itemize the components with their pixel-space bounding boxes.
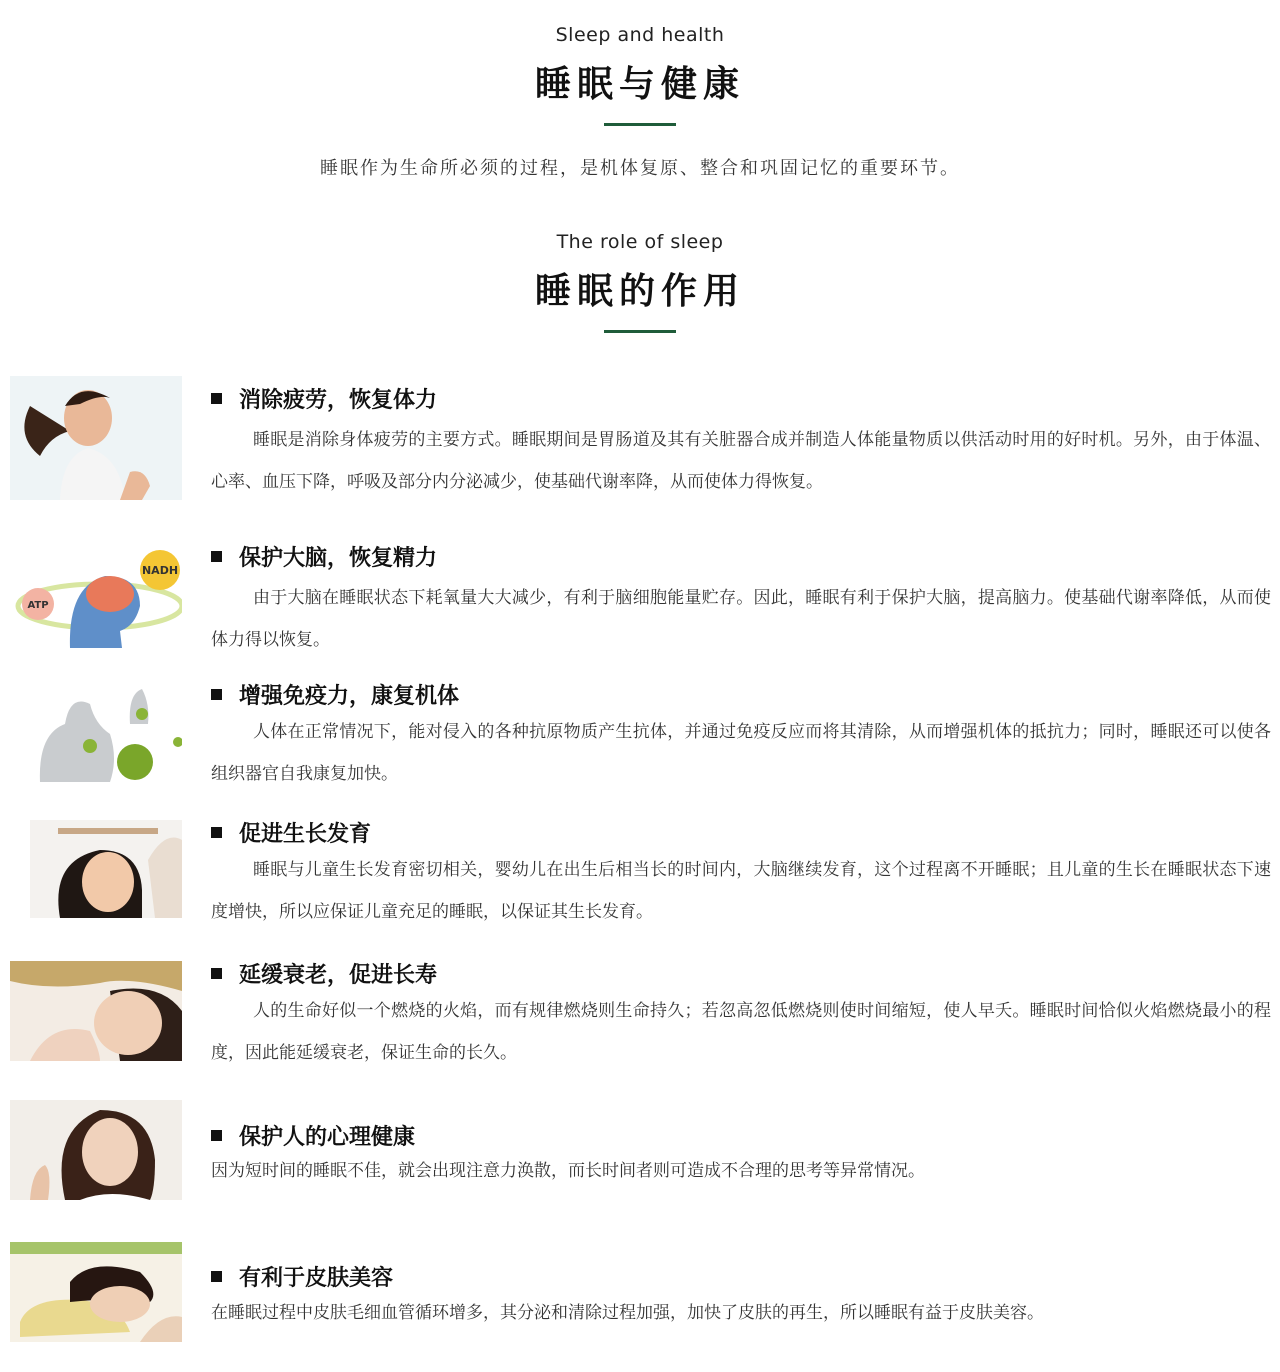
item-text: 因为短时间的睡眠不佳，就会出现注意力涣散，而长时间者则可造成不合理的思考等异常情况。 — [211, 1161, 925, 1181]
atp-label: ATP — [27, 600, 49, 611]
nadh-label: NADH — [141, 564, 179, 577]
title-underline — [604, 330, 676, 333]
bullet-square-icon — [211, 827, 222, 838]
item-title: 保护人的心理健康 — [211, 1120, 415, 1151]
item-title: 促进生长发育 — [211, 817, 371, 848]
item-text: 人的生命好似一个燃烧的火焰，而有规律燃烧则生命持久；若忽高忽低燃烧则使时间缩短，使人早夭。睡眠时间恰似火焰燃烧最小的程度，因此能延缓衰老，保证生命的长久。 — [211, 1001, 1271, 1063]
item-title: 有利于皮肤美容 — [211, 1261, 393, 1292]
item-text: 由于大脑在睡眠状态下耗氧量大大减少，有利于脑细胞能量贮存。因此，睡眠有利于保护大脑，提高脑力。使基础代谢率降低，从而使体力得以恢复。 — [211, 588, 1271, 650]
bullet-square-icon — [211, 551, 222, 562]
section-title: 睡眠与健康 — [534, 64, 745, 105]
item-text: 在睡眠过程中皮肤毛细血管循环增多，其分泌和清除过程加强，加快了皮肤的再生，所以睡眠有益于皮肤美容。 — [211, 1303, 1044, 1323]
item-text: 睡眠与儿童生长发育密切相关，婴幼儿在出生后相当长的时间内，大脑继续发育，这个过程离不开睡眠；且儿童的生长在睡眠状态下速度增快，所以应保证儿童充足的睡眠，以保证其生长发育。 — [211, 860, 1271, 922]
runner-woman-image — [10, 376, 182, 500]
section-header-role-of-sleep — [0, 231, 1280, 333]
section-title: 睡眠的作用 — [534, 271, 745, 312]
bullet-square-icon — [211, 968, 222, 979]
smiling-woman-spa-image — [10, 961, 182, 1061]
item-title: 延缓衰老，促进长寿 — [211, 958, 437, 989]
intro-text: 睡眠作为生命所必须的过程，是机体复原、整合和巩固记忆的重要环节。 — [320, 158, 960, 179]
item-title: 保护大脑，恢复精力 — [211, 541, 437, 572]
section-subtitle-en: Sleep and health — [555, 24, 725, 46]
child-height-image — [30, 820, 182, 918]
item-title: 增强免疫力，康复机体 — [211, 679, 459, 710]
bullet-square-icon — [211, 1130, 222, 1141]
bullet-square-icon — [211, 689, 222, 700]
item-title: 消除疲劳，恢复体力 — [211, 383, 437, 414]
immune-body-image — [10, 684, 182, 782]
item-text: 睡眠是消除身体疲劳的主要方式。睡眠期间是胃肠道及其有关脏器合成并制造人体能量物质以供活动时用的好时机。另外，由于体温、心率、血压下降，呼吸及部分内分泌减少，使基础代谢率降，从而使体力得恢复。 — [211, 430, 1271, 492]
item-text: 人体在正常情况下，能对侵入的各种抗原物质产生抗体，并通过免疫反应而将其清除，从而增强机体的抵抗力；同时，睡眠还可以使各组织器官自我康复加快。 — [211, 722, 1271, 784]
section-subtitle-en: The role of sleep — [556, 231, 724, 253]
section-header-sleep-health — [0, 24, 1280, 126]
bullet-square-icon — [211, 1271, 222, 1282]
bullet-square-icon — [211, 393, 222, 404]
woman-sleeping-pillow-image — [10, 1242, 182, 1342]
brain-energy-image — [10, 546, 182, 648]
title-underline — [604, 123, 676, 126]
happy-woman-thumbsup-image — [10, 1100, 182, 1200]
